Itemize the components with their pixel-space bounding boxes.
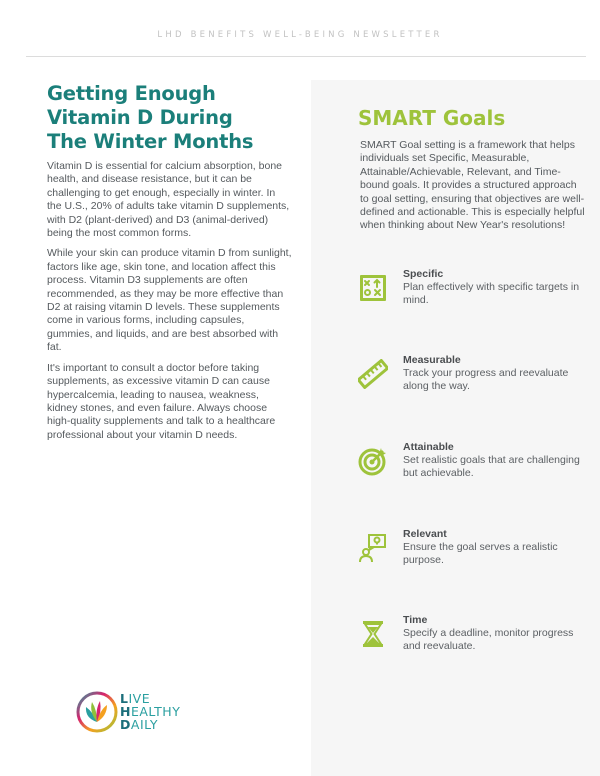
goal-text [403,441,583,481]
smart-goals-intro: SMART Goal setting is a framework that helps individuals set Specific, Measurable, Attainable/Achievable, Relevant, and Time-bound goals. It provides a structured approach to goal setting, ensuring that objectives are well-defined and actionable. This is especially helpful when thinking about New Year's resolutions! [360,139,585,232]
goal-specific [358,268,588,318]
goal-description: Specify a deadline, monitor progress and reevaluate. [403,627,574,653]
logo-word: EALTHY [130,704,181,719]
live-healthy-daily-logo [75,690,205,740]
goal-measurable [358,354,588,404]
goal-time [358,614,588,664]
article-paragraph: It's important to consult a doctor before taking supplements, as excessive vitamin D can cause hypercalcemia, leading to nausea, weakness, kidney stones, and even failure. Always choose high-quality supplements and talk to a healthcare professional about your vitamin D needs. [47,361,276,441]
article-paragraph: Vitamin D is essential for calcium absorption, bone health, and disease resistance, but it can be challenging to get enough, especially in winter. In the U.S., 20% of adults take vitamin D supplements, with D2 (plant-derived) and D3 (animal-derived) being the most common forms. [47,160,290,240]
lotus-logo-icon [75,690,119,734]
ruler-icon [358,359,388,389]
goal-text [403,354,583,394]
header-divider [26,56,586,57]
goal-name: Specific [403,268,444,280]
article-title-line: Vitamin D During [47,106,233,129]
goal-attainable [358,441,588,491]
newsletter-header [0,0,600,58]
article-title-line: Getting Enough [47,82,216,105]
article-paragraph: While your skin can produce vitamin D from sunlight, factors like age, skin tone, and location affect this process. Vitamin D3 supplements are often recommended, as they may be more effective than D2 at raising vitamin D levels. These supplements come in various forms, including capsules, gummies, and liquids, and are best absorbed with fat. [47,247,292,354]
goal-description: Set realistic goals that are challenging but achievable. [403,454,580,480]
goal-description: Track your progress and reevaluate along the way. [403,367,569,393]
article-column [47,82,292,449]
goal-name: Measurable [403,354,461,366]
logo-letter: H [120,704,131,719]
logo-wordmark [120,692,180,731]
goal-text [403,614,583,654]
target-icon [358,446,388,476]
goal-name: Time [403,614,428,626]
strategy-board-icon [358,273,388,303]
goal-text [403,528,583,568]
logo-word: IVE [128,691,151,706]
article-title-line: The Winter Months [47,130,254,153]
goal-text [403,268,583,308]
goal-name: Attainable [403,441,454,453]
person-idea-icon [358,533,388,563]
logo-word: AILY [130,717,159,732]
goal-name: Relevant [403,528,447,540]
hourglass-icon [358,619,388,649]
logo-letter: L [120,691,129,706]
newsletter-title: LHD BENEFITS WELL-BEING NEWSLETTER [157,30,443,40]
smart-goals-title: SMART Goals [358,106,506,130]
article-title [47,82,292,154]
logo-letter: D [120,717,131,732]
goal-relevant [358,528,588,578]
goal-description: Ensure the goal serves a realistic purpose. [403,541,558,567]
goal-description: Plan effectively with specific targets in mind. [403,281,580,307]
